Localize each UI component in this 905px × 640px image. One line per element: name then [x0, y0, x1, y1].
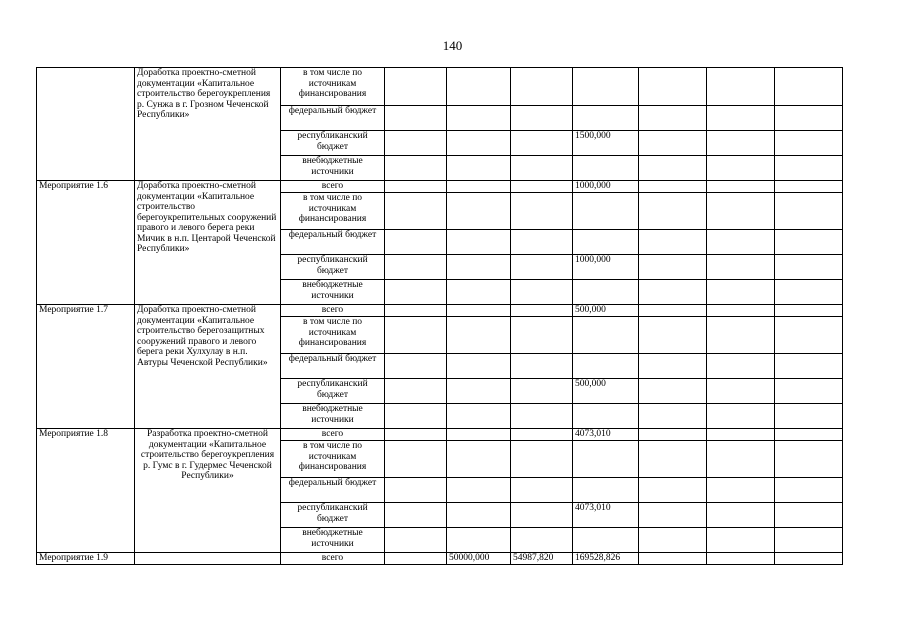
source-cell: внебюджетные источники: [281, 280, 385, 305]
value-cell: 50000,000: [447, 553, 511, 565]
value-cell: 1000,000: [573, 181, 639, 193]
activity-cell: Мероприятие 1.8: [37, 429, 135, 553]
table-row: [37, 553, 843, 565]
description-cell: Доработка проектно-сметной документации «Капитальное строительство берегозащитных сооружений правого и левого берега реки Хулхулау в н.п. Автуры Чеченской Республики»: [135, 305, 281, 429]
description-cell: Доработка проектно-сметной документации «Капитальное строительство берегоукрепления р. Сунжа в г. Грозном Чеченской Республики»: [135, 68, 281, 181]
source-cell: республиканский бюджет: [281, 379, 385, 404]
source-cell: республиканский бюджет: [281, 131, 385, 156]
source-cell: республиканский бюджет: [281, 255, 385, 280]
source-cell: всего: [281, 181, 385, 193]
value-cell: 54987,820: [511, 553, 573, 565]
budget-table: [36, 67, 843, 565]
activity-cell: [37, 68, 135, 181]
source-cell: республиканский бюджет: [281, 503, 385, 528]
value-cell: 4073,010: [573, 429, 639, 441]
source-cell: в том числе по источникам финансирования: [281, 68, 385, 106]
activity-cell: Мероприятие 1.9: [37, 553, 135, 565]
source-cell: внебюджетные источники: [281, 156, 385, 181]
source-cell: всего: [281, 429, 385, 441]
source-cell: в том числе по источникам финансирования: [281, 193, 385, 230]
description-cell: Доработка проектно-сметной документации «Капитальное строительство берегоукрепительных сооружений правого и левого берега реки Мичик в н.п. Центарой Чеченской Республики»: [135, 181, 281, 305]
source-cell: федеральный бюджет: [281, 478, 385, 503]
table-row: [37, 429, 843, 441]
value-cell: 1500,000: [573, 131, 639, 156]
source-cell: внебюджетные источники: [281, 528, 385, 553]
activity-cell: Мероприятие 1.7: [37, 305, 135, 429]
source-cell: внебюджетные источники: [281, 404, 385, 429]
page-number: 140: [442, 38, 463, 53]
value-cell: 4073,010: [573, 503, 639, 528]
value-cell: 1000,000: [573, 255, 639, 280]
source-cell: в том числе по источникам финансирования: [281, 317, 385, 354]
source-cell: всего: [281, 305, 385, 317]
table-row: [37, 181, 843, 193]
source-cell: федеральный бюджет: [281, 354, 385, 379]
value-cell: 500,000: [573, 379, 639, 404]
description-cell: Разработка проектно-сметной документации «Капитальное строительство берегоукрепления р. Гумс в г. Гудермес Чеченской Республики»: [135, 429, 281, 553]
source-cell: федеральный бюджет: [281, 230, 385, 255]
source-cell: всего: [281, 553, 385, 565]
table-row: [37, 305, 843, 317]
value-cell: 500,000: [573, 305, 639, 317]
table-row: [37, 68, 843, 106]
value-cell: 169528,826: [573, 553, 639, 565]
activity-cell: Мероприятие 1.6: [37, 181, 135, 305]
source-cell: федеральный бюджет: [281, 106, 385, 131]
source-cell: в том числе по источникам финансирования: [281, 441, 385, 478]
